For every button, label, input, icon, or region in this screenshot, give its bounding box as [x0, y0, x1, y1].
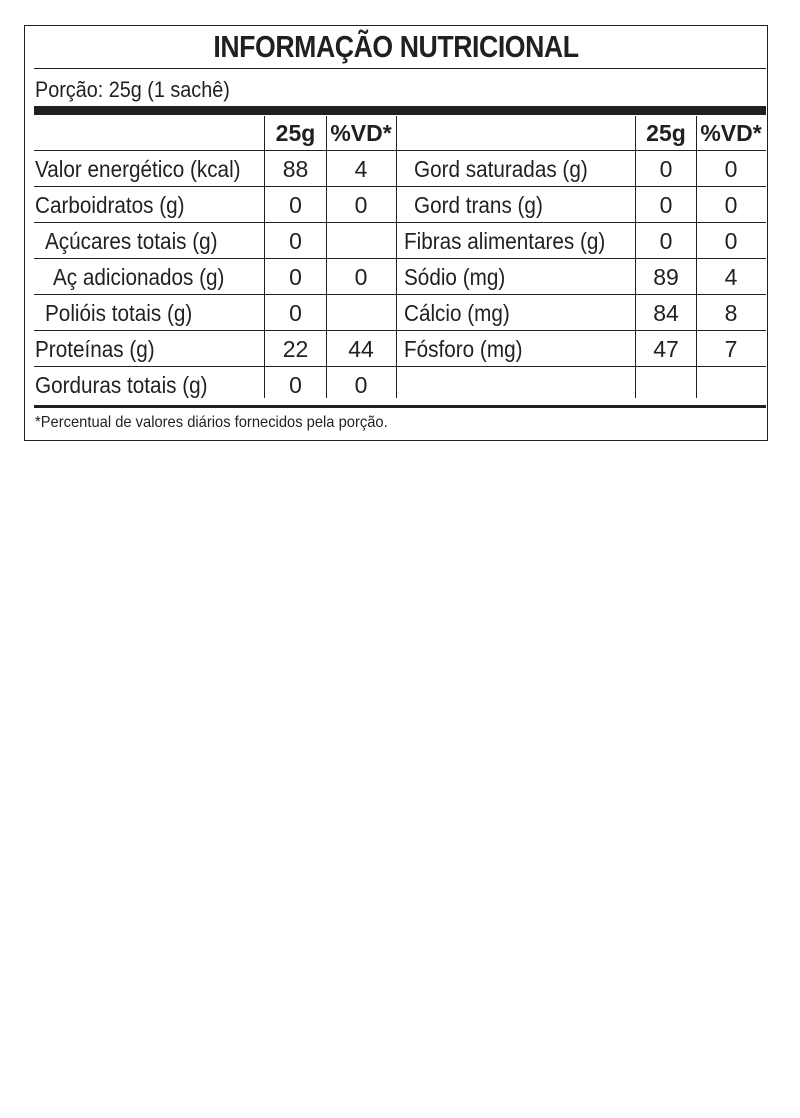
nutrient-daily-value: 0	[354, 192, 368, 218]
footnote: *Percentual de valores diários fornecidos pela porção.	[35, 414, 388, 431]
nutrient-amount: 0	[289, 192, 302, 218]
table-header-row	[34, 116, 766, 151]
title-divider	[34, 68, 766, 69]
label-title: INFORMAÇÃO NUTRICIONAL	[213, 29, 579, 64]
table-row	[34, 187, 766, 223]
nutrient-daily-value	[696, 367, 766, 403]
nutrient-name: Valor energético (kcal)	[35, 156, 241, 182]
nutrient-daily-value: 44	[348, 336, 374, 362]
nutrient-amount: 0	[289, 228, 302, 254]
table-row	[34, 331, 766, 367]
table-row	[34, 223, 766, 259]
nutrient-amount: 89	[653, 264, 679, 290]
nutrient-amount: 0	[289, 264, 302, 290]
nutrient-name: Açúcares totais (g)	[45, 228, 218, 254]
nutrient-daily-value: 4	[354, 156, 368, 182]
right-dv-header: %VD*	[700, 120, 762, 146]
nutrient-daily-value: 8	[724, 300, 738, 326]
table-row	[34, 295, 766, 331]
nutrient-name: Sódio (mg)	[404, 264, 506, 290]
nutrient-daily-value	[326, 223, 396, 259]
nutrient-name: Fibras alimentares (g)	[404, 228, 606, 254]
nutrient-name: Proteínas (g)	[35, 336, 155, 362]
nutrient-daily-value: 0	[724, 156, 738, 182]
nutrient-amount: 84	[653, 300, 679, 326]
nutrient-daily-value: 0	[354, 372, 368, 398]
nutrient-amount: 0	[659, 156, 673, 182]
nutrient-name: Cálcio (mg)	[404, 300, 510, 326]
nutrient-amount: 0	[289, 300, 302, 326]
nutrient-name: Fósforo (mg)	[404, 336, 523, 362]
table-row	[34, 367, 766, 403]
portion-size: Porção: 25g (1 sachê)	[35, 77, 230, 102]
nutrient-name: Gord saturadas (g)	[414, 156, 588, 182]
nutrient-daily-value: 0	[354, 264, 368, 290]
nutrient-daily-value: 4	[724, 264, 738, 290]
left-amount-header: 25g	[275, 120, 316, 146]
table-bottom-rule	[34, 405, 766, 408]
nutrient-name	[404, 367, 607, 403]
nutrient-amount: 47	[653, 336, 679, 362]
nutrient-amount: 0	[659, 192, 673, 218]
right-amount-header: 25g	[646, 120, 686, 146]
portion-divider	[34, 106, 766, 115]
nutrient-daily-value	[326, 295, 396, 331]
nutrient-amount: 22	[282, 336, 309, 362]
nutrient-amount: 0	[289, 372, 302, 398]
left-dv-header: %VD*	[330, 120, 392, 146]
nutrient-amount: 88	[282, 156, 309, 182]
table-row	[34, 151, 766, 187]
nutrient-name: Polióis totais (g)	[45, 300, 193, 326]
column-divider	[696, 116, 697, 398]
nutrient-daily-value: 0	[724, 228, 738, 254]
nutrient-daily-value: 7	[724, 336, 738, 362]
column-divider	[326, 116, 327, 398]
table-row	[34, 259, 766, 295]
nutrient-name: Carboidratos (g)	[35, 192, 185, 218]
column-divider	[264, 116, 265, 398]
nutrient-name: Aç adicionados (g)	[53, 264, 225, 290]
column-divider	[396, 116, 397, 398]
column-divider	[635, 116, 636, 398]
nutrition-facts-label	[24, 25, 768, 441]
nutrient-amount: 0	[659, 228, 673, 254]
nutrient-daily-value: 0	[724, 192, 738, 218]
nutrient-name: Gord trans (g)	[414, 192, 543, 218]
nutrient-name: Gorduras totais (g)	[35, 372, 208, 398]
nutrient-amount	[636, 367, 696, 403]
